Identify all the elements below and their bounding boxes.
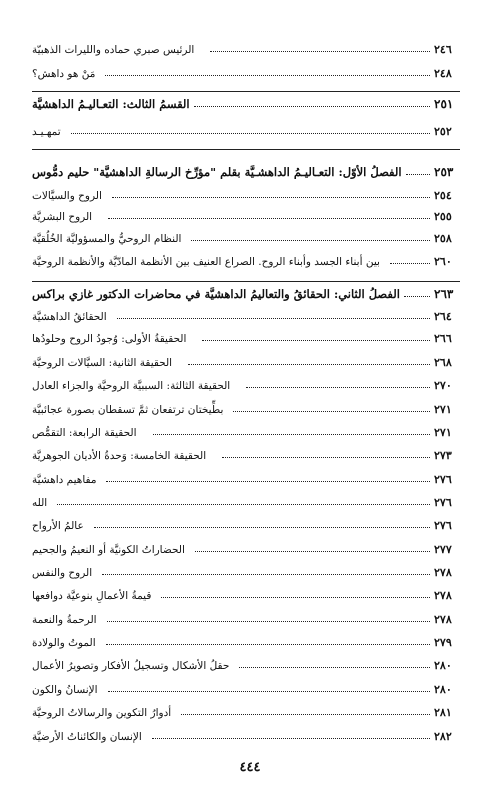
toc-entry-title: تمهـيـد xyxy=(32,125,61,138)
toc-entry xyxy=(32,211,460,222)
toc-entry-title: الحقيقة الثانية: السيَّالات الروحيَّة xyxy=(32,356,173,369)
toc-entry xyxy=(32,474,460,485)
dot-leader xyxy=(246,386,430,388)
toc-entry-page-number: ٢٥٣ xyxy=(434,165,454,179)
toc-entry xyxy=(32,497,460,508)
toc-entry-page-number: ٢٨٠ xyxy=(434,659,452,672)
dot-leader xyxy=(108,690,430,692)
toc-entry-title: الفصلُ الأوّل: التعـاليـمُ الداهشـيَّة بقلم "مؤرِّخ الرسالةِ الداهشيَّة" حليم دمُّوس xyxy=(32,164,402,179)
toc-entry xyxy=(32,684,460,695)
dot-leader xyxy=(390,262,430,264)
dot-leader xyxy=(202,339,430,341)
toc-entry xyxy=(32,637,460,648)
toc-entry-title: الحقيقة الرابعة: التقمُّص xyxy=(32,426,137,439)
toc-entry-title: مفاهيم داهشيَّة xyxy=(32,473,97,486)
toc-entry xyxy=(32,233,460,244)
toc-entry-title: الرئيس صبري حماده والليرات الذهبيّة xyxy=(32,43,195,56)
toc-entry-title: الحقيقة الثالثة: السببيَّة الروحيَّة والجزاء العادل xyxy=(32,379,231,392)
dot-leader xyxy=(105,74,430,76)
section-divider xyxy=(32,149,460,150)
toc-entry-page-number: ٢٧٨ xyxy=(434,566,452,579)
toc-entry xyxy=(32,614,460,625)
dot-leader xyxy=(194,105,430,107)
toc-entry xyxy=(32,333,460,344)
dot-leader xyxy=(106,643,430,645)
dot-leader xyxy=(233,410,430,412)
dot-leader xyxy=(112,196,430,198)
toc-entry-title: النظام الروحيُّ والمسؤوليَّة الخُلُقيَّة xyxy=(32,232,182,245)
dot-leader xyxy=(210,50,430,52)
dot-leader xyxy=(188,363,430,365)
toc-entry-title: الحقائقُ الداهشيَّة xyxy=(32,310,107,323)
toc-entry-page-number: ٢٥٨ xyxy=(434,232,452,245)
toc-entry-title: الحضاراتُ الكونيَّة أو النعيمُ والجحيم xyxy=(32,543,185,556)
toc-entry xyxy=(32,660,460,671)
toc-heading xyxy=(32,288,460,300)
section-divider xyxy=(32,91,460,92)
toc-entry-title: الروح والنفس xyxy=(32,566,93,579)
toc-entry-page-number: ٢٧١ xyxy=(434,426,452,439)
toc-entry xyxy=(32,256,460,267)
toc-entry xyxy=(32,357,460,368)
toc-entry-page-number: ٢٦٦ xyxy=(434,332,452,345)
dot-leader xyxy=(181,713,430,715)
toc-heading xyxy=(32,166,460,178)
toc-entry xyxy=(32,44,460,55)
toc-entry-page-number: ٢٤٦ xyxy=(434,43,452,56)
toc-entry-page-number: ٢٧١ xyxy=(434,403,452,416)
toc-entry-page-number: ٢٧٠ xyxy=(434,379,452,392)
toc-entry-title: الإنسانُ والكون xyxy=(32,683,98,696)
toc-entry-page-number: ٢٧٧ xyxy=(434,543,452,556)
toc-entry xyxy=(32,126,460,137)
dot-leader xyxy=(406,173,430,175)
dot-leader xyxy=(191,239,430,241)
toc-entry-page-number: ٢٧٨ xyxy=(434,613,452,626)
toc-entry-title: الإنسان والكائناتُ الأرضيَّة xyxy=(32,730,142,743)
toc-entry-title: القسمُ الثالث: التعـاليـمُ الداهشيَّة xyxy=(32,96,190,111)
toc-entry-title: بين أبناء الجسد وأبناء الروح. الصراع العنيف بين الأنظمة المادّيَّة والأنظمة الروحيَّة xyxy=(32,255,380,268)
dot-leader xyxy=(106,480,430,482)
toc-entry-title: الموتُ والولادة xyxy=(32,636,96,649)
toc-entry-title: الفصلُ الثاني: الحقائقُ والتعاليمُ الداهشيَّة في محاضرات الدكتور غازي براكس xyxy=(32,286,400,301)
toc-entry-page-number: ٢٧٨ xyxy=(434,589,452,602)
toc-entry xyxy=(32,68,460,79)
dot-leader xyxy=(153,433,430,435)
toc-entry-page-number: ٢٨١ xyxy=(434,706,452,719)
toc-entry-page-number: ٢٧٦ xyxy=(434,473,452,486)
toc-entry-title: عالمُ الأرواح xyxy=(32,519,84,532)
toc-entry xyxy=(32,707,460,718)
dot-leader xyxy=(107,620,430,622)
toc-entry-title: الله xyxy=(32,496,48,509)
toc-entry-title: الروح البشريَّة xyxy=(32,210,93,223)
toc-entry-page-number: ٢٥٤ xyxy=(434,189,452,202)
toc-entry-title: قيمةُ الأعمالِ بنوعيَّة دوافعها xyxy=(32,589,152,602)
toc-entry-page-number: ٢٥٥ xyxy=(434,210,452,223)
toc-entry-title: أدوارُ التكوين والرسالاتُ الروحيَّة xyxy=(32,706,172,719)
section-divider xyxy=(32,281,460,282)
toc-entry-page-number: ٢٨٢ xyxy=(434,730,452,743)
toc-entry-page-number: ٢٦٠ xyxy=(434,255,452,268)
toc-entry xyxy=(32,731,460,742)
dot-leader xyxy=(57,503,430,505)
toc-entry-page-number: ٢٥١ xyxy=(434,97,454,111)
toc-entry xyxy=(32,311,460,322)
dot-leader xyxy=(108,217,430,219)
toc-entry-page-number: ٢٧٦ xyxy=(434,496,452,509)
toc-entry xyxy=(32,520,460,531)
dot-leader xyxy=(152,737,430,739)
toc-entry-title: الرحمةُ والنعمة xyxy=(32,613,97,626)
toc-entry xyxy=(32,590,460,601)
toc-entry-title: الروح والسيَّالات xyxy=(32,189,102,202)
toc-entry-page-number: ٢٦٤ xyxy=(434,310,452,323)
dot-leader xyxy=(161,596,430,598)
toc-entry xyxy=(32,427,460,438)
dot-leader xyxy=(102,573,430,575)
toc-entry-page-number: ٢٤٨ xyxy=(434,67,452,80)
dot-leader xyxy=(195,550,430,552)
toc-entry-title: مَنْ هو داهش؟ xyxy=(32,67,96,80)
dot-leader xyxy=(94,526,430,528)
toc-entry xyxy=(32,567,460,578)
toc-entry-page-number: ٢٦٣ xyxy=(434,287,454,301)
toc-entry-page-number: ٢٧٩ xyxy=(434,636,452,649)
dot-leader xyxy=(404,295,430,297)
toc-heading xyxy=(32,98,460,110)
toc-entry-page-number: ٢٧٣ xyxy=(434,449,452,462)
toc-entry-title: الحقيقةُ الأولى: وُجودُ الروح وحلودُها xyxy=(32,332,187,345)
toc-entry-title: الحقيقة الخامسة: وَحدةُ الأديان الجوهريَّة xyxy=(32,449,207,462)
toc-entry-page-number: ٢٦٨ xyxy=(434,356,452,369)
page-number: ٤٤٤ xyxy=(239,760,261,775)
toc-entry xyxy=(32,544,460,555)
toc-entry xyxy=(32,380,460,391)
toc-entry xyxy=(32,190,460,201)
toc-entry-title: حقلُ الأشكال وتسجيلُ الأفكار وتصويرُ الأعمال xyxy=(32,659,230,672)
toc-entry-title: بطِّيختان ترتفعان ثمَّ تسقطان بصورة عجائبيَّة xyxy=(32,403,224,416)
toc-entry-page-number: ٢٥٢ xyxy=(434,125,452,138)
dot-leader xyxy=(222,456,430,458)
toc-entry-page-number: ٢٨٠ xyxy=(434,683,452,696)
dot-leader xyxy=(117,317,430,319)
dot-leader xyxy=(71,132,430,134)
dot-leader xyxy=(239,666,430,668)
toc-entry xyxy=(32,404,460,415)
toc-entry-page-number: ٢٧٦ xyxy=(434,519,452,532)
toc-entry xyxy=(32,450,460,461)
